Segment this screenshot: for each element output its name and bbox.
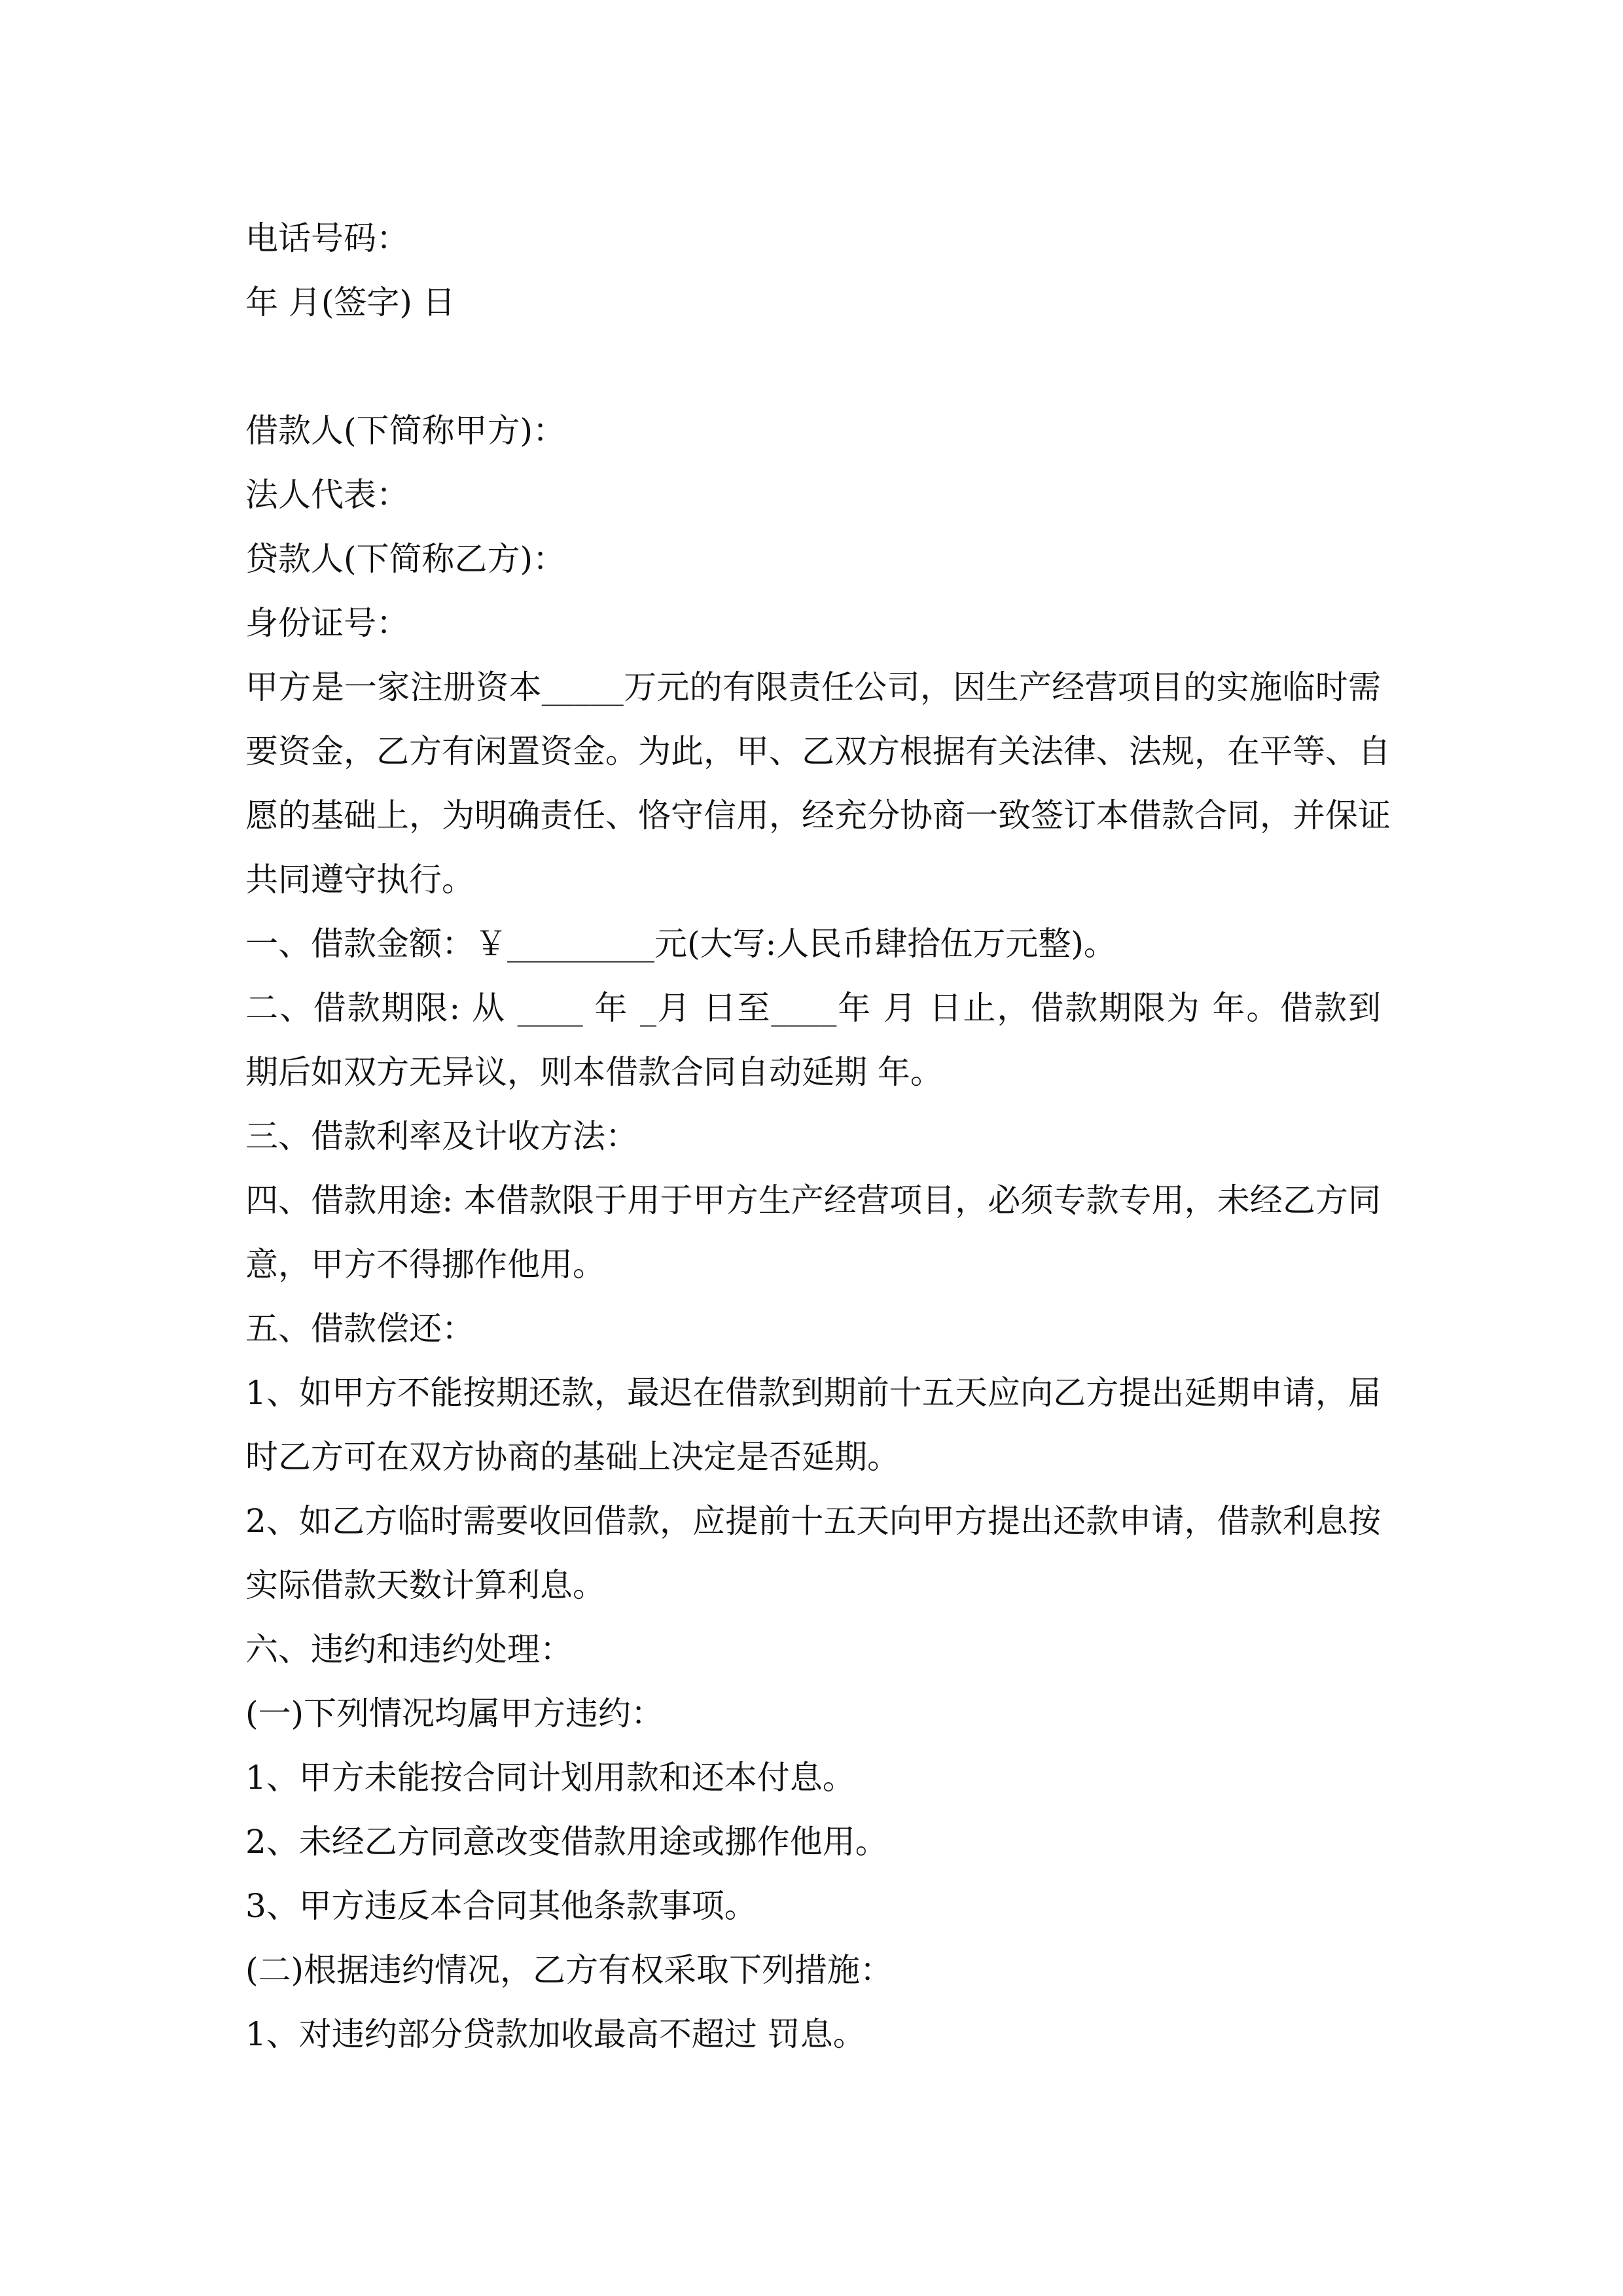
clause-4-loan-purpose-line-2: 意，甲方不得挪作他用。	[245, 1246, 605, 1283]
preamble-line-2: 要资金，乙方有闲置资金。为此，甲、乙双方根据有关法律、法规，在平等、自	[245, 732, 1391, 770]
clause-5-item-1-line-2: 时乙方可在双方协商的基础上决定是否延期。	[245, 1438, 900, 1476]
clause-6-sub-2-item-1: 1、对违约部分贷款加收最高不超过 罚息。	[245, 2015, 866, 2053]
clause-6-sub-1-item-2: 2、未经乙方同意改变借款用途或挪作他用。	[245, 1823, 888, 1861]
preamble-line-1: 甲方是一家注册资本_____万元的有限责任公司，因生产经营项目的实施临时需	[245, 668, 1381, 706]
clause-6-sub-1-item-1: 1、甲方未能按合同计划用款和还本付息。	[245, 1759, 855, 1797]
borrower-line: 借款人(下简称甲方)：	[245, 412, 566, 450]
signature-date-line: 年 月(签字) 日	[245, 283, 455, 321]
legal-representative-line: 法人代表：	[245, 476, 409, 514]
document-body	[245, 206, 1391, 2066]
clause-5-item-2-line-1: 2、如乙方临时需要收回借款，应提前十五天向甲方提出还款申请，借款利息按	[245, 1502, 1381, 1540]
clause-2-loan-term-line-1: 二、借款期限: 从 ____ 年 _月 日至____年 月 日止，借款期限为 年。借款到	[245, 989, 1381, 1027]
id-number-line: 身份证号：	[245, 604, 409, 642]
clause-5-item-1-line-1: 1、如甲方不能按期还款，最迟在借款到期前十五天应向乙方提出延期申请，届	[245, 1374, 1381, 1412]
preamble-line-4: 共同遵守执行。	[245, 861, 474, 899]
lender-line: 贷款人(下简称乙方)：	[245, 540, 566, 578]
clause-4-loan-purpose-line-1: 四、借款用途: 本借款限于用于甲方生产经营项目，必须专款专用，未经乙方同	[245, 1181, 1381, 1219]
blank-line	[245, 334, 1381, 399]
clause-1-loan-amount: 一、借款金额：￥_________元(大写:人民币肆拾伍万元整)。	[245, 925, 1116, 963]
clause-6-sub-2-heading: (二)根据违约情况，乙方有权采取下列措施：	[245, 1951, 893, 1989]
clause-6-default-heading: 六、违约和违约处理：	[245, 1630, 573, 1668]
clause-2-loan-term-line-2: 期后如双方无异议，则本借款合同自动延期 年。	[245, 1053, 943, 1091]
clause-6-sub-1-item-3: 3、甲方违反本合同其他条款事项。	[245, 1887, 757, 1925]
clause-5-item-2-line-2: 实际借款天数计算利息。	[245, 1566, 605, 1604]
preamble-line-3: 愿的基础上，为明确责任、恪守信用，经充分协商一致签订本借款合同，并保证	[245, 797, 1391, 834]
clause-5-repayment-heading: 五、借款偿还：	[245, 1310, 474, 1348]
phone-number-line: 电话号码：	[245, 219, 409, 257]
clause-6-sub-1-heading: (一)下列情况均属甲方违约：	[245, 1695, 664, 1732]
clause-3-interest-rate: 三、借款利率及计收方法：	[245, 1117, 638, 1155]
